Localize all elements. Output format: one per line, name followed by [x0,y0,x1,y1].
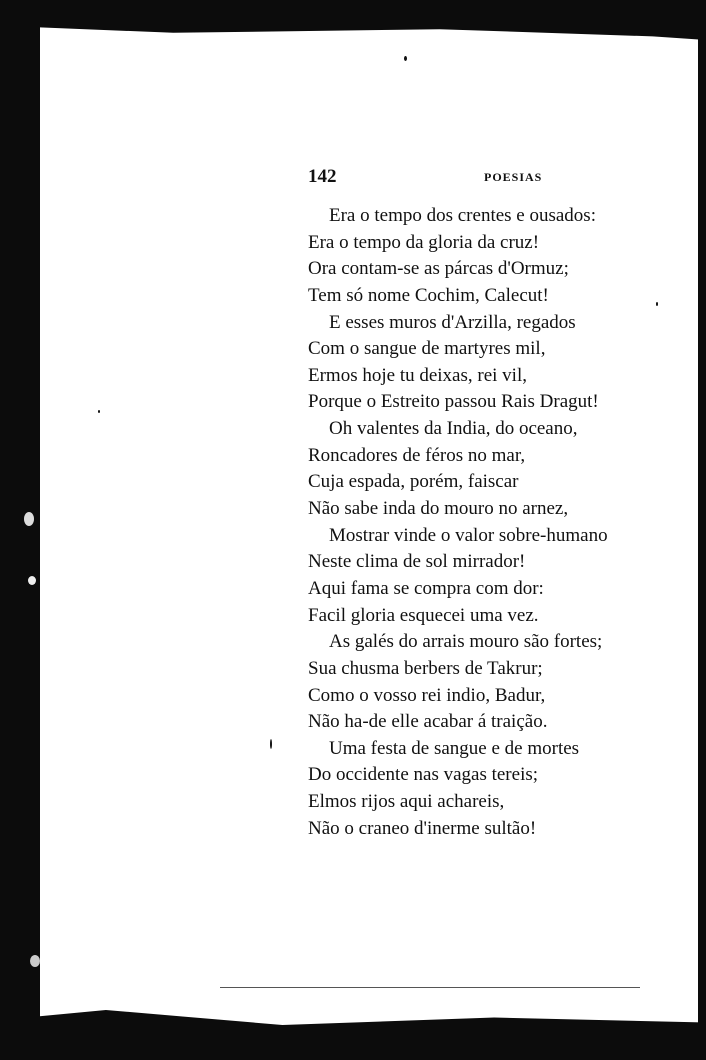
verse-line: Neste clima de sol mirrador! [308,551,526,573]
verse-line: Tem só nome Cochim, Calecut! [308,284,549,306]
verse-line: Com o sangue de martyres mil, [308,338,546,360]
verse-line: Uma festa de sangue e de mortes [329,737,580,759]
verse-line: E esses muros d'Arzilla, regados [329,311,576,333]
verse-line: Ora contam-se as párcas d'Ormuz; [308,258,569,280]
verse-line: Não ha-de elle acabar á traição. [308,711,548,733]
scan-border-left [0,0,40,1060]
scan-speck [656,302,658,306]
scan-speck [98,410,100,413]
verse-line: Ermos hoje tu deixas, rei vil, [308,364,527,386]
verse-line: As galés do arrais mouro são fortes; [329,631,603,653]
poem-text [308,203,648,842]
scan-speck [270,739,272,749]
bottom-page-rule [220,987,640,988]
verse-line: Não o craneo d'inerme sultão! [308,817,537,839]
verse-line: Oh valentes da India, do oceano, [329,418,578,440]
verse-line: Aqui fama se compra com dor: [308,577,544,599]
verse-line: Era o tempo da gloria da cruz! [308,231,540,253]
verse-line: Roncadores de féros no mar, [308,444,526,466]
verse-line: Cuja espada, porém, faiscar [308,471,519,493]
scan-border-top [0,0,706,22]
scan-border-bottom [0,1010,706,1060]
running-head: POESIAS [484,170,543,184]
verse-line: Sua chusma berbers de Takrur; [308,657,543,679]
verse-line: Porque o Estreito passou Rais Dragut! [308,391,599,413]
verse-line: Mostrar vinde o valor sobre-humano [329,524,608,546]
verse-line: Do occidente nas vagas tereis; [308,764,539,786]
verse-line: Era o tempo dos crentes e ousados: [329,205,596,226]
scan-border-top-shadow [40,22,706,40]
verse-line: Elmos rijos aqui achareis, [308,791,505,813]
verse-line: Facil gloria esquecei uma vez. [308,604,539,626]
scan-speck [404,56,407,61]
scan-speck [28,576,36,585]
scan-speck [30,955,40,967]
scan-border-right [698,0,706,1060]
page-number: 142 [308,166,337,187]
page-header [308,166,638,186]
verse-line: Como o vosso rei indio, Badur, [308,684,546,706]
scan-speck [24,512,34,526]
verse-line: Não sabe inda do mouro no arnez, [308,498,569,520]
